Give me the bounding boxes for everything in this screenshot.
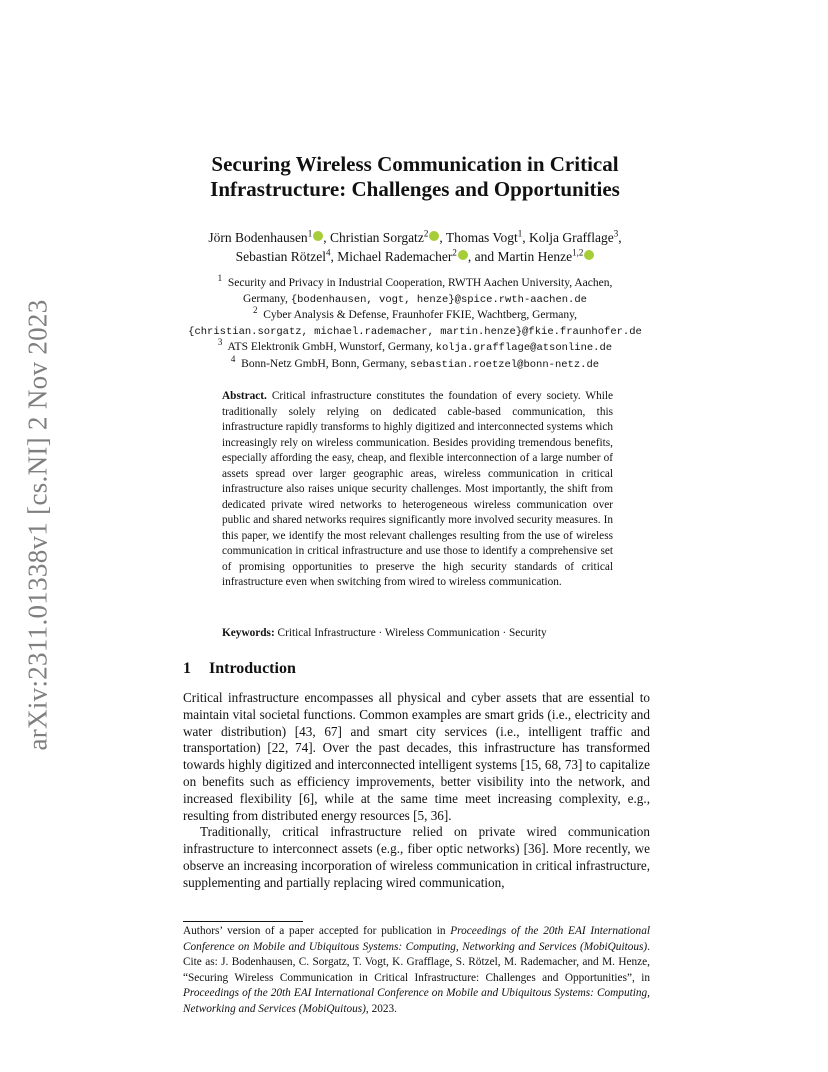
author-name: Jörn Bodenhausen — [208, 230, 308, 245]
affiliation-text: Bonn-Netz GmbH, Bonn, Germany, — [241, 357, 411, 370]
keywords-label: Keywords: — [222, 627, 275, 639]
affiliation-text: Germany, — [243, 292, 291, 305]
author-affil-sup: 2 — [452, 247, 457, 258]
title-line-1: Securing Wireless Communication in Critical — [211, 152, 619, 176]
author-line-1 — [160, 228, 670, 247]
author-list — [160, 228, 670, 266]
affiliation-sup: 3 — [217, 337, 223, 348]
orcid-icon[interactable] — [429, 231, 439, 241]
author-line-2 — [160, 247, 670, 266]
footnote — [183, 924, 650, 1018]
author-affil-sup: 3 — [613, 228, 619, 239]
affiliation-2-line-2 — [170, 324, 660, 341]
affiliation-email[interactable]: {christian.sorgatz, michael.rademacher, martin.henze}@fkie.fraunhofer.de — [188, 325, 642, 338]
orcid-icon[interactable] — [458, 250, 468, 260]
affiliation-4 — [170, 353, 660, 374]
paper-title — [140, 152, 690, 202]
section-title: Introduction — [209, 660, 296, 677]
affiliation-text: ATS Elektronik GmbH, Wunstorf, Germany, — [227, 341, 436, 353]
footnote-text: Authors’ version of a paper accepted for publication in — [183, 925, 451, 937]
arxiv-identifier: arXiv:2311.01338v1 [cs.NI] 2 Nov 2023 — [22, 299, 53, 751]
affiliation-3 — [170, 337, 660, 357]
author-name: Sebastian Rötzel — [235, 249, 327, 264]
keywords-text: Critical Infrastructure · Wireless Communication · Security — [277, 627, 547, 639]
author-separator: , — [618, 230, 622, 245]
affiliation-text: Cyber Analysis & Defense, Fraunhofer FKIE, Wachtberg, Germany, — [263, 309, 577, 321]
author-name: , Thomas Vogt — [439, 230, 518, 245]
section-heading — [183, 660, 296, 678]
affiliation-sup: 2 — [252, 305, 258, 316]
affiliations — [170, 273, 660, 373]
affiliation-email[interactable]: sebastian.roetzel@bonn-netz.de — [410, 358, 600, 371]
abstract-text: Critical infrastructure constitutes the foundation of every society. While traditionally solely relying on dedicated cable-based communication, this infrastructure rapidly transforms to highly digitized and interconnected systems which increasingly rely on wireless communication. Besides providing tremendous benefits, especially affording the easy, cheap, and flexible interconnection of a large number of assets spread over larger geographic areas, wireless communication in critical infrastructure also raises unique security challenges. Most importantly, the shift from dedicated private wired networks to heterogeneous wireless communication over public and shared networks requires significantly more involved security measures. In this paper, we identify the most relevant challenges resulting from the use of wireless communication in critical infrastructure and use those to identify a comprehensive set of promising opportunities to preserve the high security standards of critical infrastructure even when switching from wired to wireless communication. — [222, 390, 614, 588]
affiliation-email[interactable]: {bodenhausen, vogt, henze}@spice.rwth-aachen.de — [290, 293, 587, 306]
introduction-body — [183, 690, 650, 892]
abstract — [222, 389, 613, 591]
affiliation-1 — [170, 273, 660, 292]
footnote-rule — [183, 921, 303, 922]
author-name: , Kolja Grafflage — [522, 230, 614, 245]
affiliation-text: Security and Privacy in Industrial Cooperation, RWTH Aachen University, Aachen, — [227, 277, 613, 289]
author-name: , Christian Sorgatz — [323, 230, 424, 245]
footnote-text: , 2023. — [365, 1002, 397, 1015]
author-name: , Michael Rademacher — [330, 249, 453, 264]
section-number: 1 — [183, 660, 191, 677]
affiliation-email[interactable]: kolja.grafflage@atsonline.de — [435, 342, 613, 354]
body-paragraph: Traditionally, critical infrastructure relied on private wired communication infrastructure to interconnect assets (e.g., fiber optic networks) [36]. More recently, we observe an increasing incorporation of wireless communication in critical infrastructure, supplementing and partially replacing wired communication, — [183, 824, 650, 890]
abstract-label: Abstract. — [222, 390, 267, 402]
affiliation-sup: 4 — [230, 353, 236, 364]
orcid-icon[interactable] — [313, 231, 323, 241]
affiliation-sup: 1 — [217, 273, 223, 284]
author-affil-sup: 1,2 — [572, 247, 584, 258]
title-line-2: Infrastructure: Challenges and Opportunities — [210, 177, 620, 201]
arxiv-sidebar — [18, 290, 58, 760]
author-affil-sup: 4 — [326, 247, 331, 258]
author-name: , and Martin Henze — [467, 249, 573, 264]
keywords — [222, 626, 622, 641]
orcid-icon[interactable] — [584, 250, 594, 260]
footnote-venue: Proceedings of the 20th EAI International Conference on Mobile and Ubiquitous Systems: Computing, Networking and Services (MobiQuitous) — [183, 925, 650, 953]
affiliation-1-line-2 — [170, 292, 660, 309]
author-affil-sup: 1 — [307, 228, 313, 239]
body-paragraph: Critical infrastructure encompasses all physical and cyber assets that are essential to maintain vital societal functions. Common examples are smart grids (i.e., electricity and water distribution) [43, 67] and smart city services (i.e., intelligent traffic and transportation) [22, 74]. Over the past decades, this infrastructure has transformed towards highly digitized and interconnected intelligent systems [15, 68, 73] to capitalize on benefits such as efficiency improvements, better visibility into the network, and increased flexibility [6], while at the same time meet increasing complexity, e.g., resulting from distributed energy resources [5, 36]. — [183, 690, 650, 823]
author-affil-sup: 1 — [517, 228, 523, 239]
affiliation-2 — [170, 305, 660, 324]
author-affil-sup: 2 — [423, 228, 429, 239]
footnote-venue: Proceedings of the 20th EAI International Conference on Mobile and Ubiquitous Systems: Computing, Networking and Services (MobiQuitous) — [183, 987, 650, 1015]
footnote-text: . Cite as: J. Bodenhausen, C. Sorgatz, T. Vogt, K. Grafflage, S. Rötzel, M. Rademacher, and M. Henze, “Securing Wireless Communication in Critical Infrastructure: Challenges and Opportunities”, in — [183, 940, 650, 984]
